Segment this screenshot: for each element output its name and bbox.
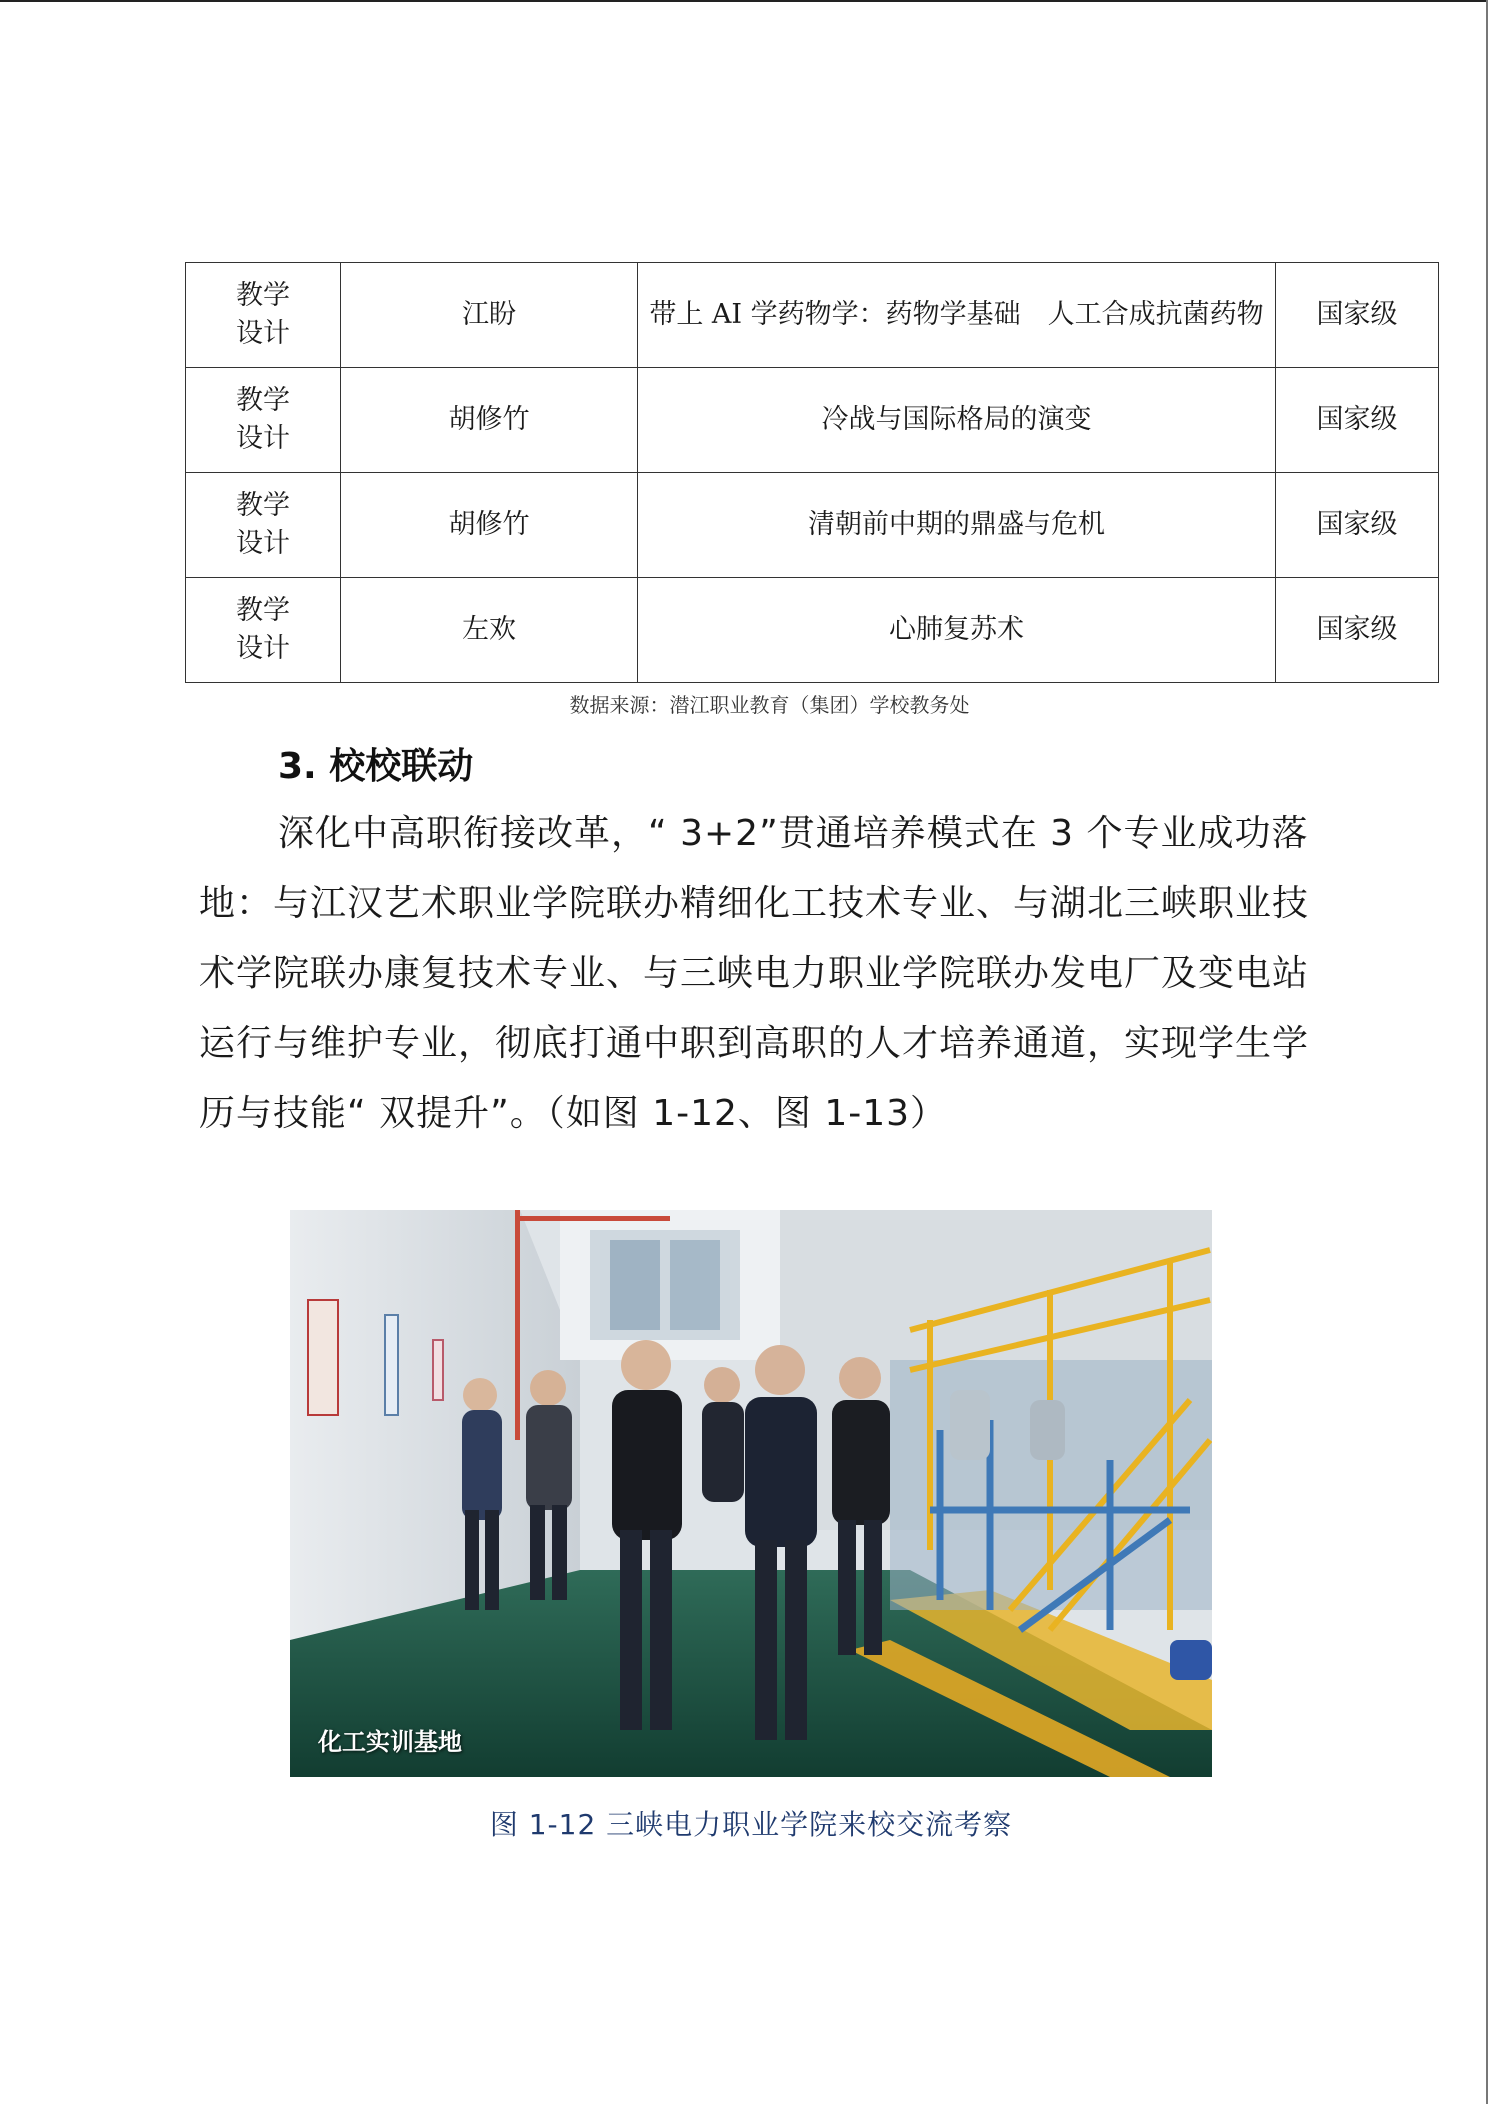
table-row [186,263,1439,368]
level-cell: 国家级 [1276,263,1439,368]
level-cell: 国家级 [1276,578,1439,683]
title-cell: 冷战与国际格局的演变 [638,368,1276,473]
photo-illustration [290,1210,1212,1777]
title-cell: 清朝前中期的鼎盛与危机 [638,473,1276,578]
category-cell: 教学设计 [186,473,341,578]
author-cell: 左欢 [341,578,638,683]
author-cell: 胡修竹 [341,473,638,578]
awards-table [185,262,1439,683]
title-cell: 带上 AI 学药物学：药物学基础 人工合成抗菌药物 [638,263,1276,368]
top-border [0,0,1488,2]
photo-overlay-label: 化工实训基地 [318,1728,462,1756]
figure-caption: 图 1-12 三峡电力职业学院来校交流考察 [489,1808,1013,1841]
category-cell: 教学设计 [186,368,341,473]
title-cell: 心肺复苏术 [638,578,1276,683]
training-base-photo [290,1210,1212,1777]
body-paragraph: 深化中高职衔接改革，“ 3+2”贯通培养模式在 3 个专业成功落地：与江汉艺术职业学院联办精细化工技术专业、与湖北三峡职业技术学院联办康复技术专业、与三峡电力职业学院联办发电厂及变电站运行与维护专业，彻底打通中职到高职的人才培养通道，实现学生学历与技能“ 双提升”。（如图 1-12、图 1-13） [199,813,1310,1134]
author-cell: 江盼 [341,263,638,368]
table-source-note: 数据来源：潜江职业教育（集团）学校教务处 [569,693,970,717]
level-cell: 国家级 [1276,368,1439,473]
level-cell: 国家级 [1276,473,1439,578]
table-row [186,473,1439,578]
table-row [186,368,1439,473]
author-cell: 胡修竹 [341,368,638,473]
category-cell: 教学设计 [186,578,341,683]
section-heading: 3. 校校联动 [278,746,474,787]
category-cell: 教学设计 [186,263,341,368]
table-row [186,578,1439,683]
